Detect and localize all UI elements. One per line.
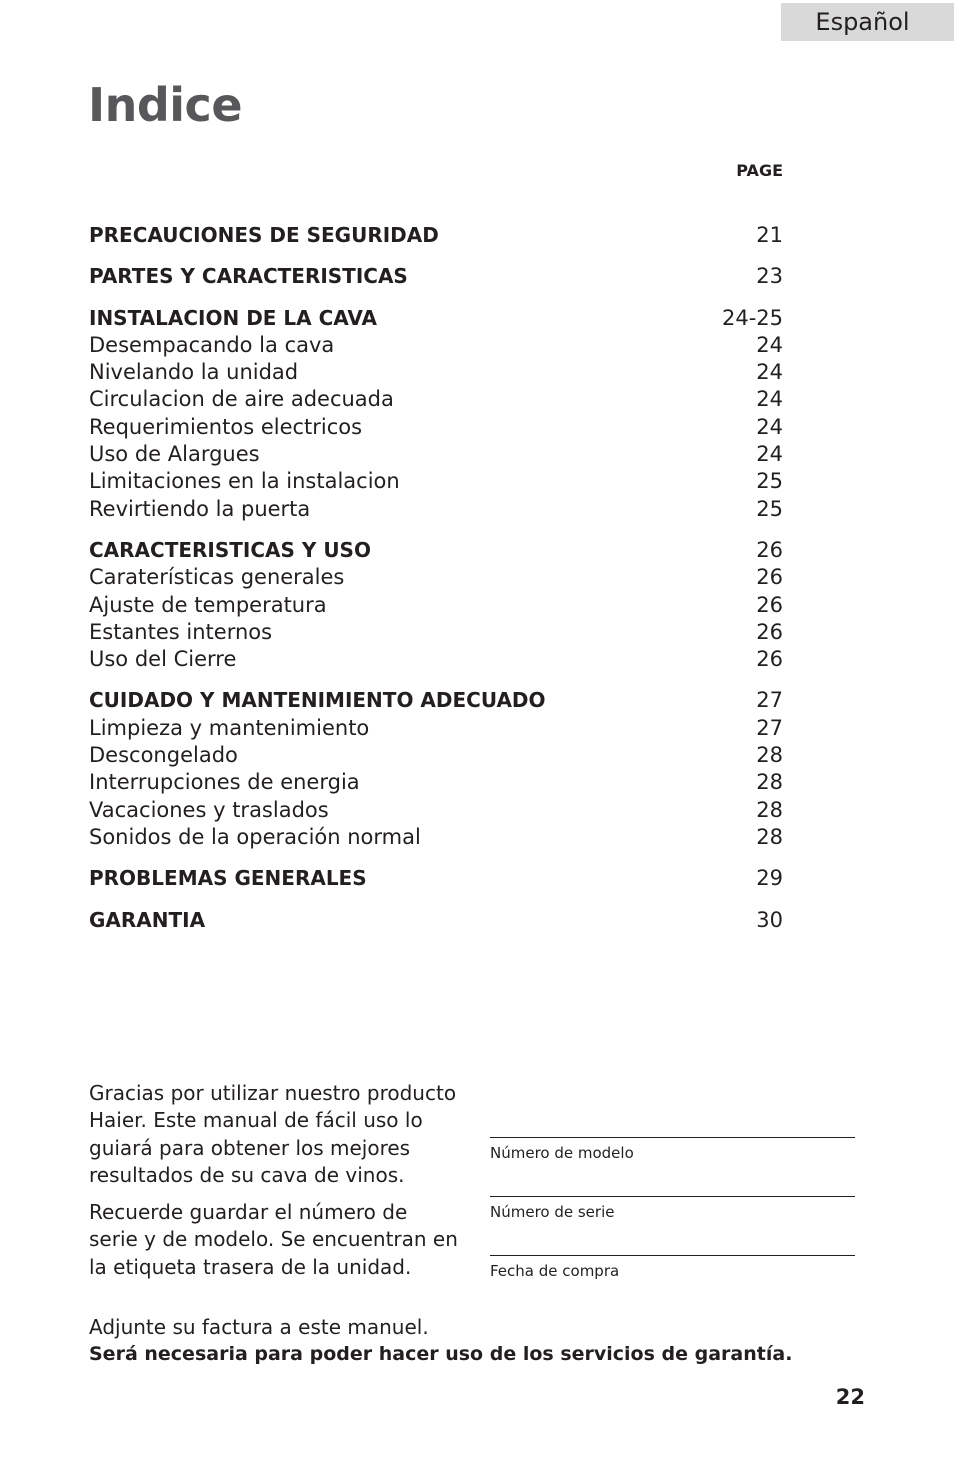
- toc-section: [89, 537, 783, 673]
- table-of-contents: [89, 222, 783, 948]
- toc-item-label: Interrupciones de energia: [89, 770, 360, 795]
- toc-heading[interactable]: [89, 263, 783, 290]
- toc-item-label: Uso de Alargues: [89, 442, 260, 467]
- toc-heading[interactable]: [89, 305, 783, 332]
- toc-item-label: Desempacando la cava: [89, 332, 335, 357]
- intro-paragraph: Gracias por utilizar nuestro producto Haier. Este manual de fácil uso lo guiará para obtener los mejores resultados de su cava de vinos.: [89, 1081, 457, 1187]
- toc-item-label: Vacaciones y traslados: [89, 797, 329, 822]
- record-fields: [490, 1137, 855, 1314]
- toc-item-label: Uso del Cierre: [89, 647, 237, 672]
- toc-page-number: 29: [756, 866, 783, 891]
- toc-item[interactable]: [89, 564, 783, 591]
- toc-page-number: 25: [756, 469, 783, 494]
- toc-heading[interactable]: [89, 222, 783, 249]
- field-label: Número de serie: [490, 1203, 615, 1221]
- toc-item-label: Limitaciones en la instalacion: [89, 469, 400, 494]
- purchase-date-field[interactable]: [490, 1255, 855, 1314]
- toc-item[interactable]: [89, 797, 783, 824]
- page-number: 22: [835, 1385, 865, 1409]
- toc-item-label: Estantes internos: [89, 619, 273, 644]
- model-number-field[interactable]: [490, 1137, 855, 1196]
- toc-item[interactable]: [89, 619, 783, 646]
- toc-item[interactable]: [89, 592, 783, 619]
- toc-section: [89, 865, 783, 892]
- toc-heading[interactable]: [89, 537, 783, 564]
- toc-page-number: 30: [756, 907, 783, 932]
- attach-note: [89, 1314, 889, 1369]
- intro-text: [89, 1080, 461, 1291]
- toc-heading-label: PRECAUCIONES DE SEGURIDAD: [89, 223, 439, 247]
- toc-page-number: 24: [756, 387, 783, 412]
- toc-item-label: Caraterísticas generales: [89, 565, 345, 590]
- toc-page-number: 28: [756, 797, 783, 822]
- field-label: Número de modelo: [490, 1144, 634, 1162]
- toc-page-number: 26: [756, 647, 783, 672]
- toc-page-number: 26: [756, 592, 783, 617]
- toc-section: [89, 222, 783, 249]
- toc-page-number: 26: [756, 619, 783, 644]
- toc-page-number: 26: [756, 537, 783, 562]
- toc-section: [89, 687, 783, 851]
- toc-section: [89, 907, 783, 934]
- toc-item[interactable]: [89, 715, 783, 742]
- toc-page-number: 25: [756, 496, 783, 521]
- toc-item[interactable]: [89, 332, 783, 359]
- toc-heading[interactable]: [89, 687, 783, 714]
- warranty-note: Será necesaria para poder hacer uso de los servicios de garantía.: [89, 1343, 793, 1366]
- toc-page-number: 24: [756, 332, 783, 357]
- toc-heading[interactable]: [89, 907, 783, 934]
- toc-item[interactable]: [89, 441, 783, 468]
- toc-heading-label: CARACTERISTICAS Y USO: [89, 537, 371, 562]
- toc-page-number: 28: [756, 824, 783, 849]
- toc-page-number: 28: [756, 743, 783, 768]
- serial-number-field[interactable]: [490, 1196, 855, 1255]
- toc-section: [89, 305, 783, 523]
- toc-page-number: 24: [756, 414, 783, 439]
- toc-page-number: 26: [756, 565, 783, 590]
- page-title: Indice: [88, 78, 243, 132]
- toc-item[interactable]: [89, 646, 783, 673]
- toc-item-label: Revirtiendo la puerta: [89, 496, 311, 521]
- attach-text: Adjunte su factura a este manuel.: [89, 1315, 429, 1339]
- toc-page-number: 23: [756, 264, 783, 289]
- language-tab: Español: [781, 3, 954, 41]
- toc-page-number: 21: [756, 223, 783, 247]
- toc-heading-label: PROBLEMAS GENERALES: [89, 866, 367, 891]
- toc-item-label: Circulacion de aire adecuada: [89, 387, 394, 412]
- toc-item-label: Sonidos de la operación normal: [89, 824, 421, 849]
- toc-section: [89, 263, 783, 290]
- toc-page-number: 27: [756, 715, 783, 740]
- page-column-header: PAGE: [736, 161, 783, 180]
- toc-page-number: 24-25: [721, 305, 783, 330]
- toc-page-number: 24: [756, 360, 783, 385]
- intro-paragraph: Recuerde guardar el número de serie y de modelo. Se encuentran en la etiqueta trasera de la unidad.: [89, 1200, 458, 1279]
- toc-item[interactable]: [89, 359, 783, 386]
- toc-item[interactable]: [89, 824, 783, 851]
- toc-heading-label: GARANTIA: [89, 907, 206, 932]
- toc-heading-label: INSTALACION DE LA CAVA: [89, 305, 378, 330]
- toc-item[interactable]: [89, 742, 783, 769]
- field-label: Fecha de compra: [490, 1262, 620, 1280]
- toc-item[interactable]: [89, 414, 783, 441]
- toc-item-label: Nivelando la unidad: [89, 360, 299, 385]
- toc-heading-label: PARTES Y CARACTERISTICAS: [89, 264, 408, 289]
- toc-item-label: Descongelado: [89, 743, 238, 768]
- toc-item[interactable]: [89, 468, 783, 495]
- toc-heading-label: CUIDADO Y MANTENIMIENTO ADECUADO: [89, 688, 546, 713]
- toc-item-label: Limpieza y mantenimiento: [89, 715, 370, 740]
- toc-item[interactable]: [89, 769, 783, 796]
- toc-page-number: 24: [756, 442, 783, 467]
- toc-page-number: 28: [756, 770, 783, 795]
- toc-item-label: Ajuste de temperatura: [89, 592, 327, 617]
- toc-item[interactable]: [89, 496, 783, 523]
- toc-page-number: 27: [756, 688, 783, 713]
- toc-item[interactable]: [89, 386, 783, 413]
- toc-heading[interactable]: [89, 865, 783, 892]
- toc-item-label: Requerimientos electricos: [89, 414, 363, 439]
